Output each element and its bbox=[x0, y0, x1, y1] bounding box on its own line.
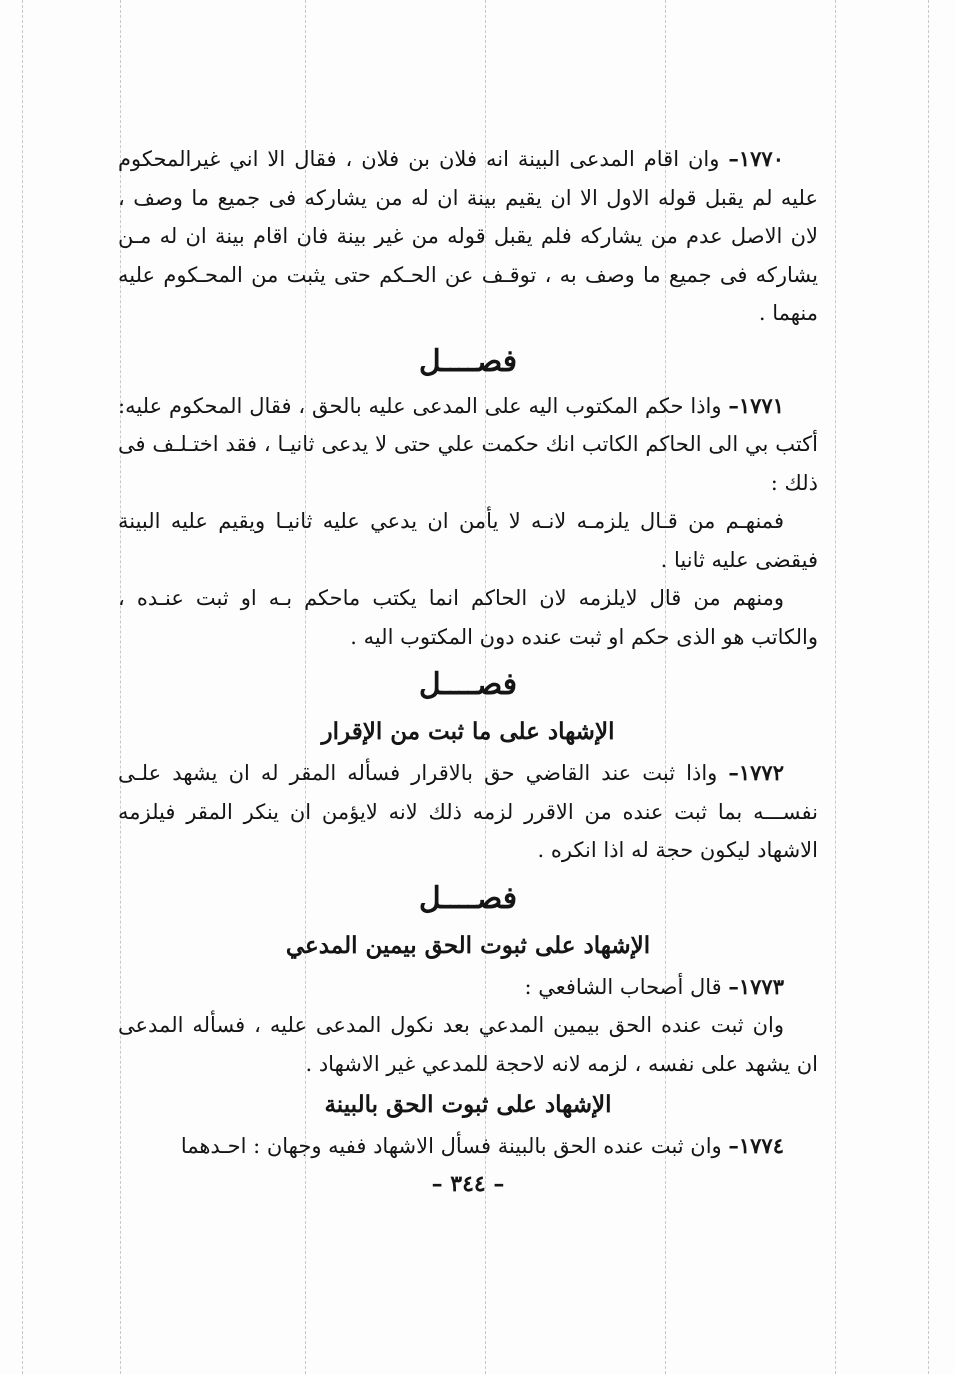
scan-guide-line bbox=[835, 0, 836, 1374]
subsection-heading: الإشهاد على ما ثبت من الإقرار bbox=[321, 718, 615, 745]
paragraph-1772 bbox=[118, 754, 818, 870]
paragraph-number: ١٧٧٣– bbox=[728, 973, 784, 999]
paragraph-1771-opinion-2: ومنهم من قال لايلزمه لان الحاكم انما يكتب ماحكم بـه او ثبت عنـده ، والكاتب هو الذى حكم او ثبت عنده دون المكتوب اليه . bbox=[118, 586, 818, 649]
paragraph-1770 bbox=[118, 140, 818, 333]
paragraph-1771 bbox=[118, 387, 818, 503]
page-content bbox=[118, 140, 818, 1202]
section-heading-fasl: فصــــل bbox=[418, 880, 518, 916]
paragraph-number: ١٧٧٤– bbox=[728, 1133, 784, 1158]
page-number: – ٣٤٤ – bbox=[431, 1170, 505, 1197]
paragraph-text: وان ثبت عنده الحق بالبينة فسأل الاشهاد ففيه وجهان : احـدهما bbox=[180, 1134, 729, 1158]
scan-guide-line bbox=[22, 0, 23, 1374]
subsection-heading: الإشهاد على ثبوت الحق بالبينة bbox=[324, 1091, 612, 1118]
paragraph-1771-opinion-1: فمنهـم من قـال يلزمـه لانـه لا يأمن ان يدعي عليه ثانيـا ويقيم عليه البينة فيقضى عليه ثانيا . bbox=[118, 509, 818, 572]
paragraph-1773-body: وان ثبت عنده الحق بيمين المدعي بعد نكول المدعى عليه ، فسأله المدعى ان يشهد على نفسه ، لزمه لانه لاحجة للمدعي غير الاشهاد . bbox=[118, 1013, 818, 1076]
scan-guide-line bbox=[928, 0, 929, 1374]
paragraph-text: وان اقام المدعى البينة انه فلان بن فلان ، فقال الا اني غيرالمحكوم عليه لم يقبل قوله الاول الا ان يقيم بينة ان له من يشاركه فى جميع ما وصف ، لان الاصل عدم من يشاركه فلم يقبل قوله من غير بينة فان اقام بينة ان له مـن يشاركه فى جميع ما وصف به ، توقـف عن الحـكم حتى يثبت من المحـكوم عليه منهما . bbox=[118, 147, 818, 325]
paragraph-1774 bbox=[118, 1127, 818, 1166]
paragraph-text: قال أصحاب الشافعي : bbox=[524, 974, 729, 999]
paragraph-1773 bbox=[118, 968, 818, 1007]
section-heading-fasl: فصــــل bbox=[418, 667, 518, 702]
paragraph-number: ١٧٧٢– bbox=[728, 760, 784, 785]
section-heading-fasl: فصــــل bbox=[418, 343, 518, 379]
paragraph-text: واذا ثبت عند القاضي حق بالاقرار فسأله المقر له ان يشهد علـى نفســـه بما ثبت عنده من الاقرر لزمه ذلك لانه لايؤمن ان ينكر المقر فيلزمه الاشهاد ليكون حجة له اذا انكره . bbox=[118, 761, 818, 862]
paragraph-number: ١٧٧٠– bbox=[728, 146, 784, 171]
paragraph-number: ١٧٧١– bbox=[728, 392, 784, 418]
paragraph-text: واذا حكم المكتوب اليه على المدعى عليه بالحق ، فقال المحكوم عليه: أكتب بي الى الحاكم الكاتب انك حكمت علي حتى لا يدعى ثانيـا ، فقد اختـلـف فى ذلك : bbox=[118, 393, 818, 495]
subsection-heading: الإشهاد على ثبوت الحق بيمين المدعي bbox=[285, 931, 651, 959]
